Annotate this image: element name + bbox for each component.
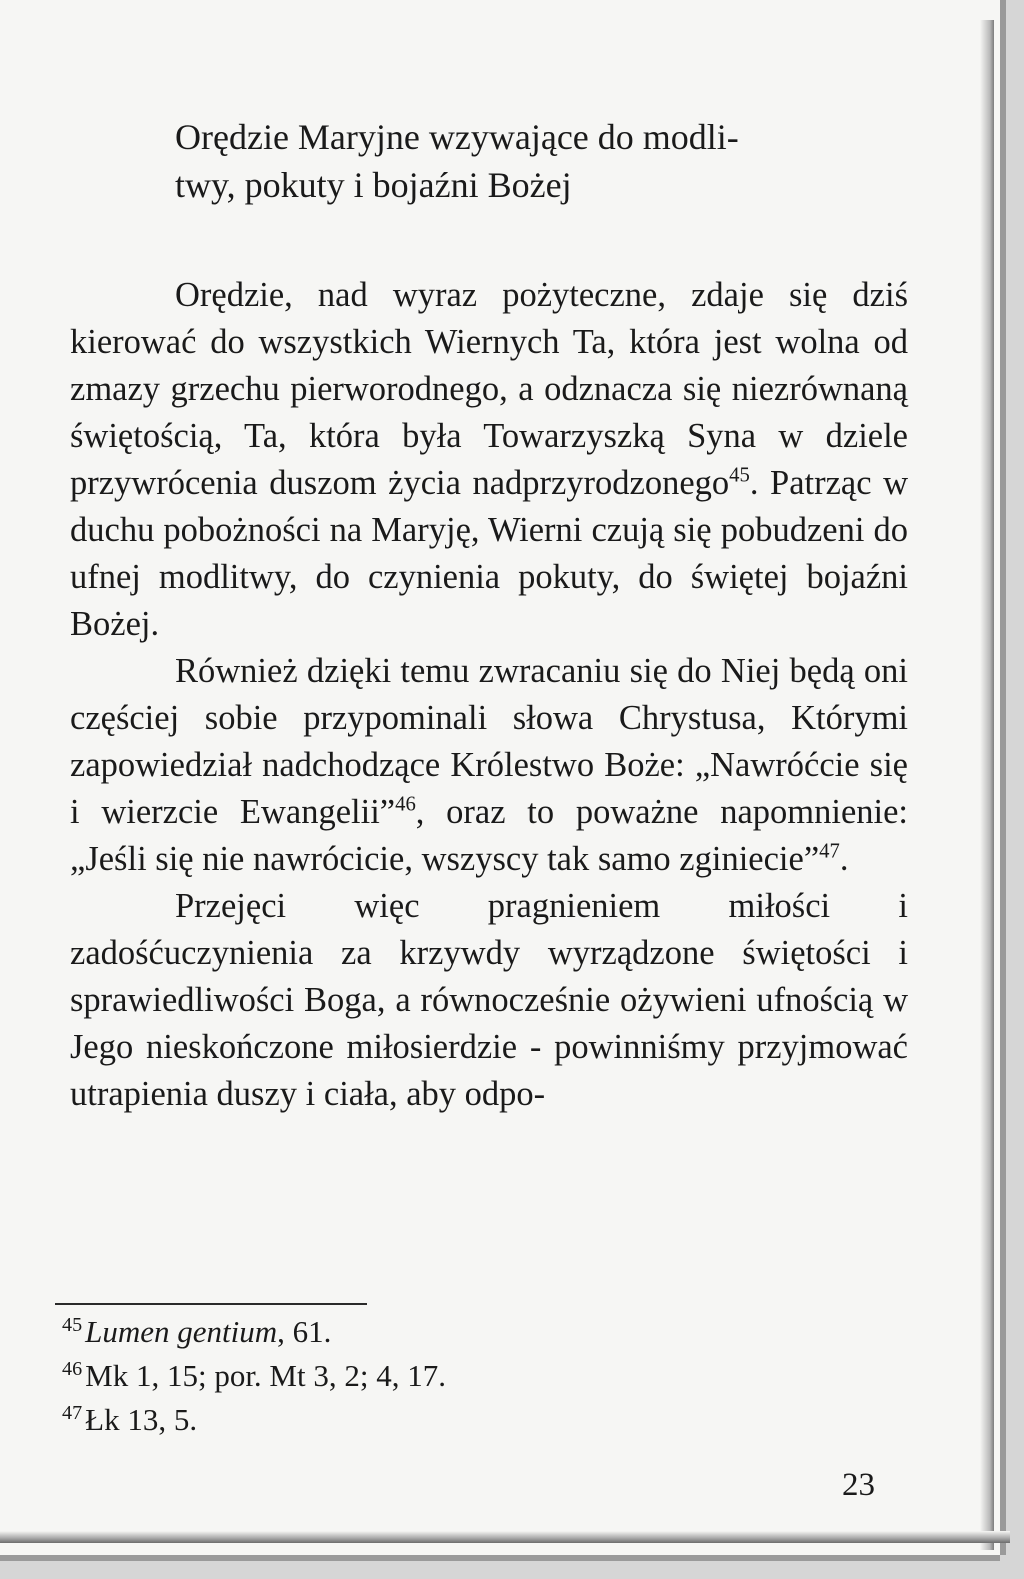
- footnote-45: [62, 1310, 862, 1354]
- section-heading-line-1: Orędzie Maryjne wzywające do modli-: [175, 117, 739, 157]
- footnote-text: Łk 13, 5.: [85, 1402, 198, 1437]
- footnote-number: 47: [62, 1401, 83, 1424]
- footnote-text: , 61.: [277, 1314, 332, 1349]
- footnote-ref-45: 45: [729, 464, 750, 487]
- footnote-number: 45: [62, 1313, 83, 1336]
- paragraph-1: [70, 272, 908, 648]
- footnote-ref-47: 47: [819, 840, 840, 863]
- paragraph-1-text-b: . Patrząc w duchu pobożności na Maryję, Wierni czują się pobudzeni do ufnej modlitwy, do czynienia pokuty, do świętej bojaźni Bożej.: [70, 464, 908, 643]
- body-text: [70, 272, 908, 1118]
- paragraph-2-text-b: , oraz to poważne napomnienie: „Jeśli się nie nawrócicie, wszyscy tak samo zginiecie”: [70, 793, 908, 878]
- paragraph-1-text-a: Orędzie, nad wyraz pożyteczne, zdaje się dziś kierować do wszystkich Wiernych Ta, która jest wolna od zmazy grzechu pierworodnego, a odznacza się niezrównaną świętością, Ta, która była Towarzyszką Syna w dziele przywrócenia duszom życia nadprzyrodzonego: [70, 276, 908, 502]
- footnote-title: Lumen gentium: [85, 1314, 278, 1349]
- page-number: 23: [842, 1467, 875, 1503]
- paragraph-3-text: Przejęci więc pragnieniem miłości i zadośćuczynienia za krzywdy wyrządzone świętości i sprawiedliwości Boga, a równocześnie ożywieni ufnością w Jego nieskończone miłosierdzie - powinniśmy przyjmować utrapienia duszy i ciała, aby odpo-: [70, 887, 908, 1113]
- footnote-ref-46: 46: [395, 793, 416, 816]
- page-edge-right: [980, 20, 994, 1550]
- page-edge-bottom: [0, 1531, 1010, 1543]
- paragraph-2-text-c: .: [839, 840, 849, 878]
- footnote-number: 46: [62, 1357, 83, 1380]
- footnote-46: [62, 1354, 862, 1398]
- footnote-47: [62, 1398, 862, 1442]
- footnote-separator: [55, 1303, 367, 1305]
- section-heading: [175, 113, 895, 209]
- paragraph-2: [70, 648, 908, 883]
- paragraph-2-text-a: Również dzięki temu zwracaniu się do Niej będą oni częściej sobie przypominali słowa Chrystusa, Którymi zapowiedział nadchodzące Królestwo Boże: „Nawróćcie się i wierzcie Ewangelii”: [70, 652, 908, 831]
- footnote-text: Mk 1, 15; por. Mt 3, 2; 4, 17.: [85, 1358, 446, 1393]
- section-heading-line-2: twy, pokuty i bojaźni Bożej: [175, 165, 572, 205]
- paragraph-3: [70, 883, 908, 1118]
- footnotes: [62, 1310, 862, 1442]
